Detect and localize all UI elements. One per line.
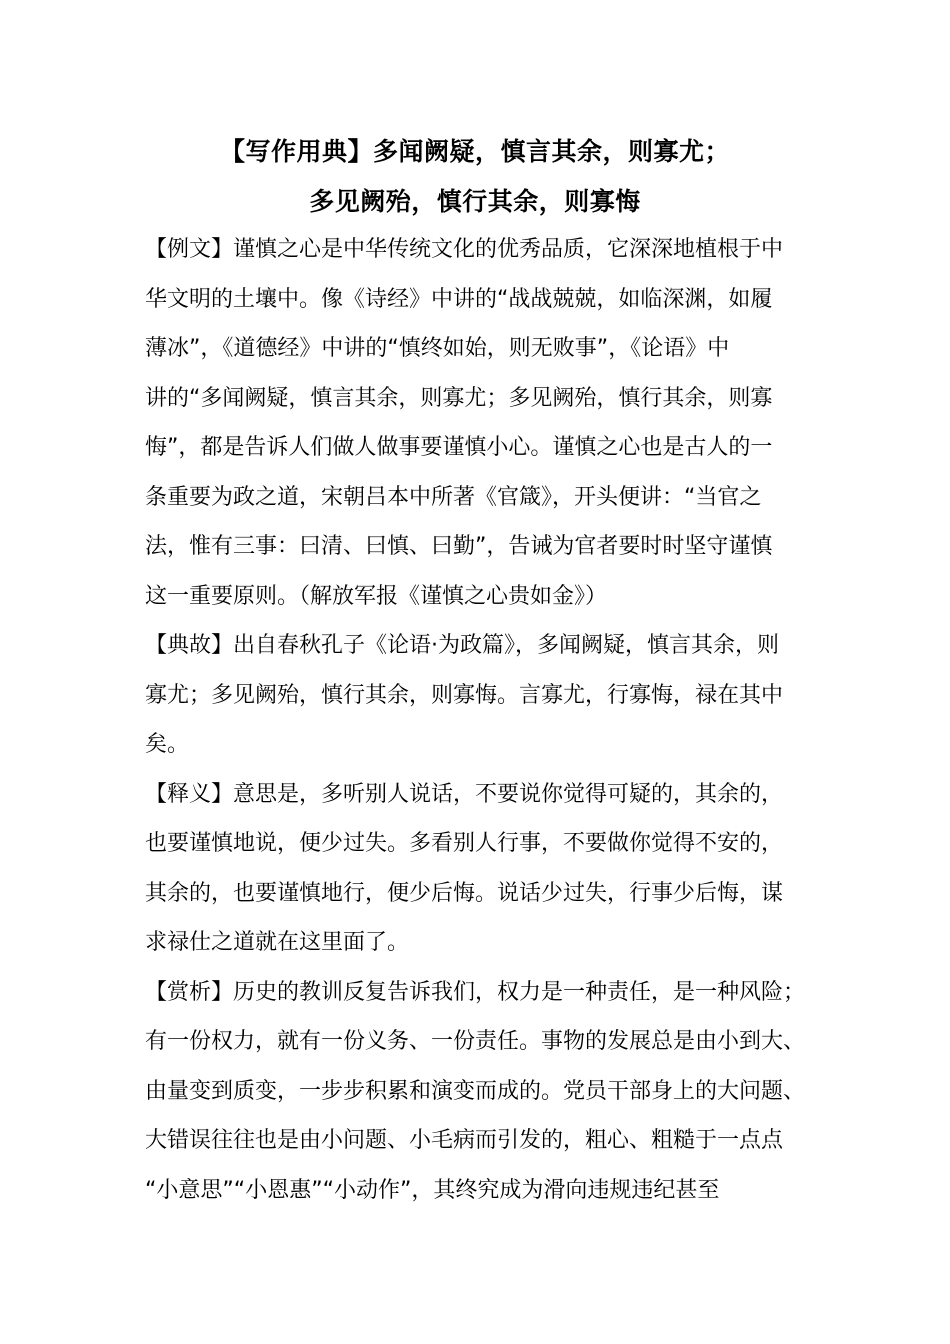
text-line: 【例文】谨慎之心是中华传统文化的优秀品质，它深深地植根于中: [145, 237, 784, 262]
text-line: 其余的，也要谨慎地行，便少后悔。说话少过失，行事少后悔，谋: [145, 880, 784, 906]
text-line: 薄冰”，《道德经》中讲的“慎终如始，则无败事”，《论语》中: [145, 336, 730, 361]
text-line: 有一份权力，就有一份义务、一份责任。事物的发展总是由小到大、: [145, 1029, 806, 1054]
text-line: 矣。: [145, 732, 190, 757]
text-line: 也要谨慎地说，便少过失。多看别人行事，不要做你觉得不安的，: [145, 831, 784, 856]
title-line-2: 多见阙殆，慎行其余，则寡悔: [309, 187, 641, 216]
body-text: [145, 225, 845, 1215]
text-line: “小意思”“小恩惠”“小动作”，其终究成为滑向违规违纪甚至: [145, 1177, 720, 1203]
text-line: 讲的“多闻阙疑，慎言其余，则寡尤；多见阙殆，慎行其余，则寡: [145, 385, 773, 411]
text-line: 寡尤；多见阙殆，慎行其余，则寡悔。言寡尤，行寡悔，禄在其中: [145, 682, 784, 708]
text-line: 求禄仕之道就在这里面了。: [145, 930, 410, 955]
text-line: 法，惟有三事：曰清、曰慎、曰勤”，告诫为官者要时时坚守谨慎: [145, 534, 773, 559]
text-line: 悔”，都是告诉人们做人做事要谨慎小心。谨慎之心也是古人的一: [145, 435, 773, 460]
text-line: 大错误往往也是由小问题、小毛病而引发的，粗心、粗糙于一点点: [145, 1128, 784, 1153]
text-line: 【典故】出自春秋孔子《论语·为政篇》，多闻阙疑，慎言其余，则: [145, 633, 779, 658]
text-line: 这一重要原则。（解放军报《谨慎之心贵如金》）: [145, 583, 608, 609]
title-line-1: 【写作用典】多闻阙疑，慎言其余，则寡尤；: [219, 137, 730, 166]
text-line: 【赏析】历史的教训反复告诉我们，权力是一种责任，是一种风险；: [145, 979, 806, 1005]
text-line: 【释义】意思是，多听别人说话，不要说你觉得可疑的，其余的，: [145, 781, 784, 807]
text-line: 华文明的土壤中。像《诗经》中讲的“战战兢兢，如临深渊，如履: [145, 286, 773, 312]
text-line: 由量变到质变，一步步积累和演变而成的。党员干部身上的大问题、: [145, 1078, 806, 1104]
text-line: 条重要为政之道，宋朝吕本中所著《官箴》，开头便讲：“当官之: [145, 484, 762, 510]
